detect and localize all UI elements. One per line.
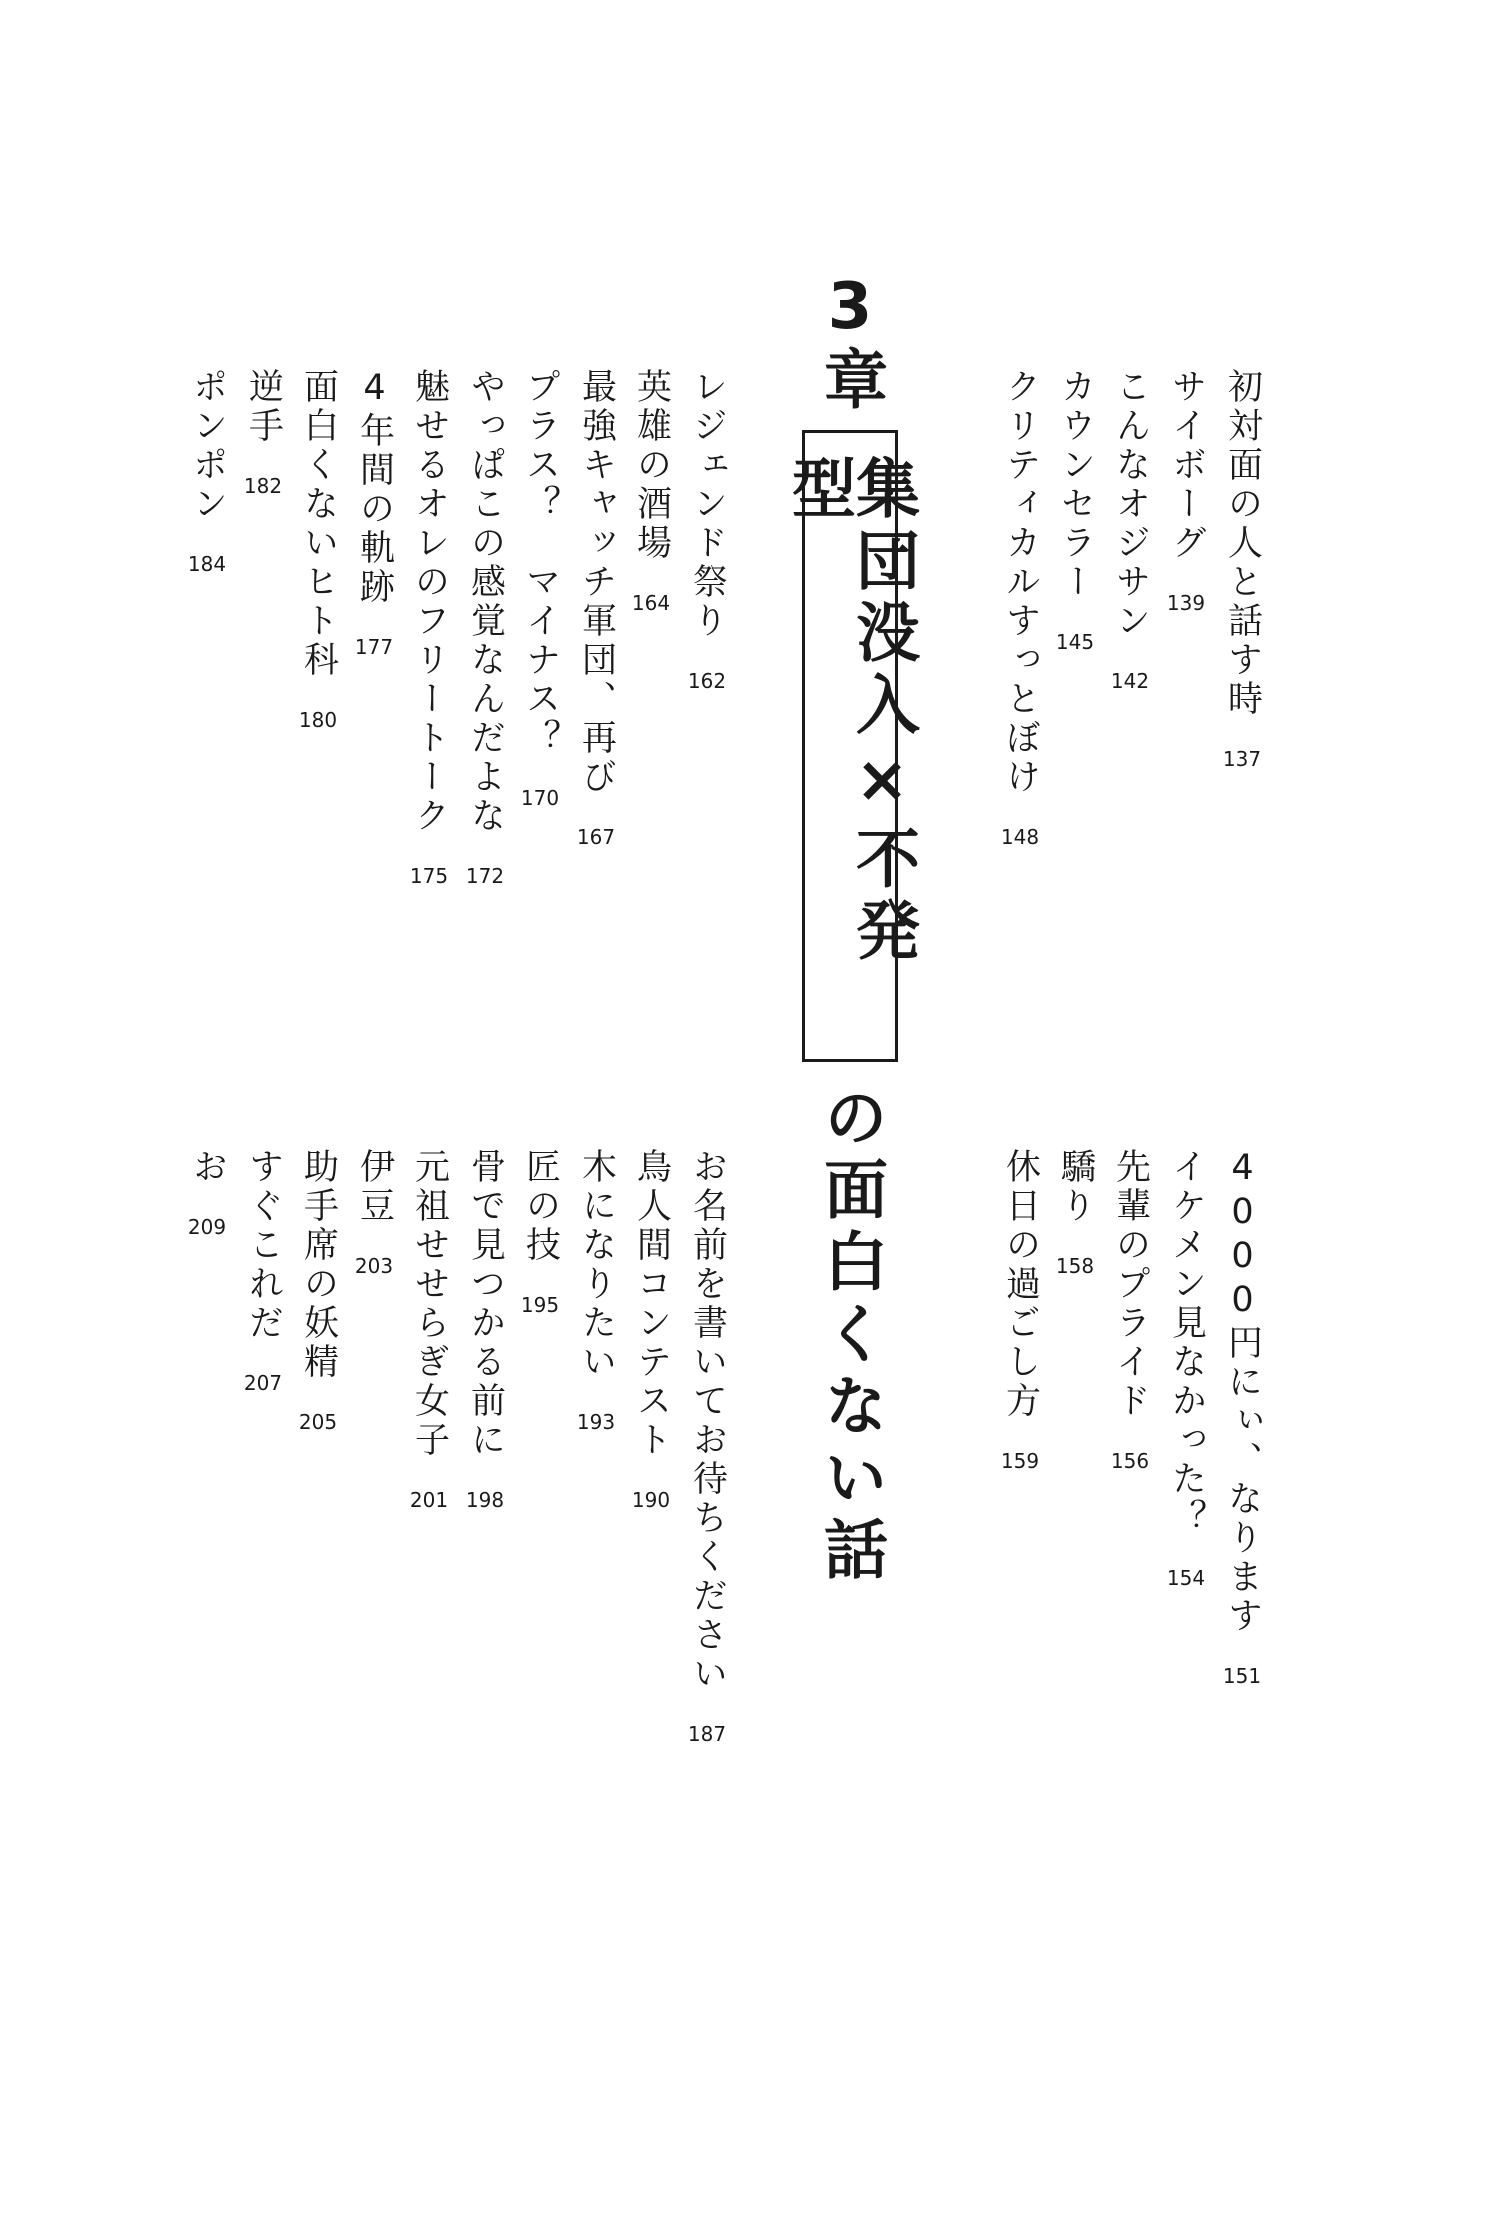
toc-entry[interactable] — [233, 1148, 293, 1393]
toc-entry[interactable] — [990, 1148, 1050, 1471]
chapter-title-boxed: 集団没入×不発型 — [781, 455, 919, 969]
entry-page-number: 198 — [465, 1488, 505, 1512]
entry-page-number: 170 — [520, 786, 560, 810]
entry-title: 驕り — [1055, 1148, 1096, 1226]
entry-title: 魅せるオレのフリートーク — [409, 368, 450, 836]
entry-page-number: 156 — [1110, 1449, 1150, 1473]
entry-title: プラス？ マイナス？ — [520, 368, 561, 758]
toc-entry[interactable] — [1212, 368, 1272, 769]
entry-title: やっぱこの感覚なんだよな — [465, 368, 506, 836]
entry-title: 最強キャッチ軍団、再び — [576, 368, 617, 797]
toc-entry[interactable] — [621, 1148, 681, 1510]
entry-page-number: 193 — [576, 1410, 616, 1434]
entry-title: クリティカルすっとぼけ — [1000, 368, 1041, 797]
entry-title: レジェンド祭り — [687, 368, 728, 641]
entry-title: イケメン見なかった？ — [1166, 1148, 1207, 1538]
entry-page-number: 187 — [687, 1722, 727, 1746]
entry-page-number: 201 — [409, 1488, 449, 1512]
entry-page-number: 207 — [243, 1371, 283, 1395]
entry-page-number: 158 — [1055, 1254, 1095, 1278]
toc-entry[interactable] — [233, 368, 293, 496]
entry-title: 先輩のプライド — [1110, 1148, 1151, 1421]
entry-page-number: 182 — [243, 474, 283, 498]
toc-entry[interactable] — [621, 368, 681, 613]
entry-title: 4000円にぃ、なります — [1222, 1148, 1263, 1636]
entry-page-number: 167 — [576, 825, 616, 849]
entry-page-number: 177 — [354, 635, 394, 659]
entry-title: カウンセラー — [1055, 368, 1096, 602]
entry-page-number: 164 — [631, 591, 671, 615]
toc-entry[interactable] — [510, 1148, 570, 1315]
toc-entry[interactable] — [455, 1148, 515, 1510]
chapter-title-box — [781, 430, 919, 1062]
entry-page-number: 139 — [1166, 591, 1206, 615]
entry-page-number: 145 — [1055, 630, 1095, 654]
entry-title: 元祖せせらぎ女子 — [409, 1148, 450, 1460]
entry-title: 逆手 — [243, 368, 284, 446]
toc-entry[interactable] — [288, 1148, 348, 1432]
entry-title: すぐこれだ — [243, 1148, 284, 1343]
toc-entry[interactable] — [399, 368, 459, 886]
toc-entry[interactable] — [990, 368, 1050, 847]
entry-title: 鳥人間コンテスト — [631, 1148, 672, 1460]
toc-entry[interactable] — [1156, 1148, 1216, 1588]
entry-title: 匠の技 — [520, 1148, 561, 1265]
entry-title: サイボーグ — [1166, 368, 1207, 563]
entry-page-number: 209 — [187, 1215, 227, 1239]
entry-title: 伊豆 — [354, 1148, 395, 1226]
entry-title: 木になりたい — [576, 1148, 617, 1382]
entry-page-number: 203 — [354, 1254, 394, 1278]
entry-title: お名前を書いてお待ちください — [687, 1148, 728, 1694]
entry-title: 英雄の酒場 — [631, 368, 672, 563]
chapter-title-rest: の面白くない話 — [813, 1084, 887, 1588]
toc-entry[interactable] — [566, 1148, 626, 1432]
entry-page-number: 148 — [1000, 825, 1040, 849]
toc-entry[interactable] — [1212, 1148, 1272, 1686]
entry-page-number: 195 — [520, 1293, 560, 1317]
entry-page-number: 142 — [1110, 669, 1150, 693]
toc-entry[interactable] — [344, 368, 404, 657]
entry-title: お — [187, 1148, 228, 1187]
toc-entry[interactable] — [455, 368, 515, 886]
toc-entry[interactable] — [1045, 368, 1105, 652]
entry-title: こんなオジサン — [1110, 368, 1151, 641]
entry-page-number: 159 — [1000, 1449, 1040, 1473]
toc-entry[interactable] — [1100, 1148, 1160, 1471]
toc-entry[interactable] — [510, 368, 570, 808]
toc-entry[interactable] — [1045, 1148, 1105, 1276]
entry-page-number: 151 — [1222, 1664, 1262, 1688]
entry-title: 初対面の人と話す時 — [1222, 368, 1263, 719]
entry-page-number: 184 — [187, 552, 227, 576]
entry-title: 骨で見つかる前に — [465, 1148, 506, 1460]
chapter-number: 3章 — [813, 270, 887, 412]
entry-title: 助手席の妖精 — [298, 1148, 339, 1382]
entry-page-number: 137 — [1222, 747, 1262, 771]
entry-page-number: 172 — [465, 864, 505, 888]
toc-entry[interactable] — [677, 368, 737, 691]
entry-page-number: 180 — [298, 708, 338, 732]
entry-title: ポンポン — [187, 368, 228, 524]
chapter-heading — [781, 270, 919, 1588]
toc-entry[interactable] — [288, 368, 348, 730]
toc-entry[interactable] — [1100, 368, 1160, 691]
toc-entry[interactable] — [399, 1148, 459, 1510]
entry-page-number: 190 — [631, 1488, 671, 1512]
toc-entry[interactable] — [677, 1148, 737, 1744]
toc-entry[interactable] — [1156, 368, 1216, 613]
entry-page-number: 162 — [687, 669, 727, 693]
entry-page-number: 154 — [1166, 1566, 1206, 1590]
entry-page-number: 205 — [298, 1410, 338, 1434]
toc-entry[interactable] — [177, 1148, 237, 1237]
toc-entry[interactable] — [566, 368, 626, 847]
entry-page-number: 175 — [409, 864, 449, 888]
toc-entry[interactable] — [344, 1148, 404, 1276]
entry-title: 4年間の軌跡 — [354, 368, 395, 607]
entry-title: 面白くないヒト科 — [298, 368, 339, 680]
entry-title: 休日の過ごし方 — [1000, 1148, 1041, 1421]
toc-entry[interactable] — [177, 368, 237, 574]
